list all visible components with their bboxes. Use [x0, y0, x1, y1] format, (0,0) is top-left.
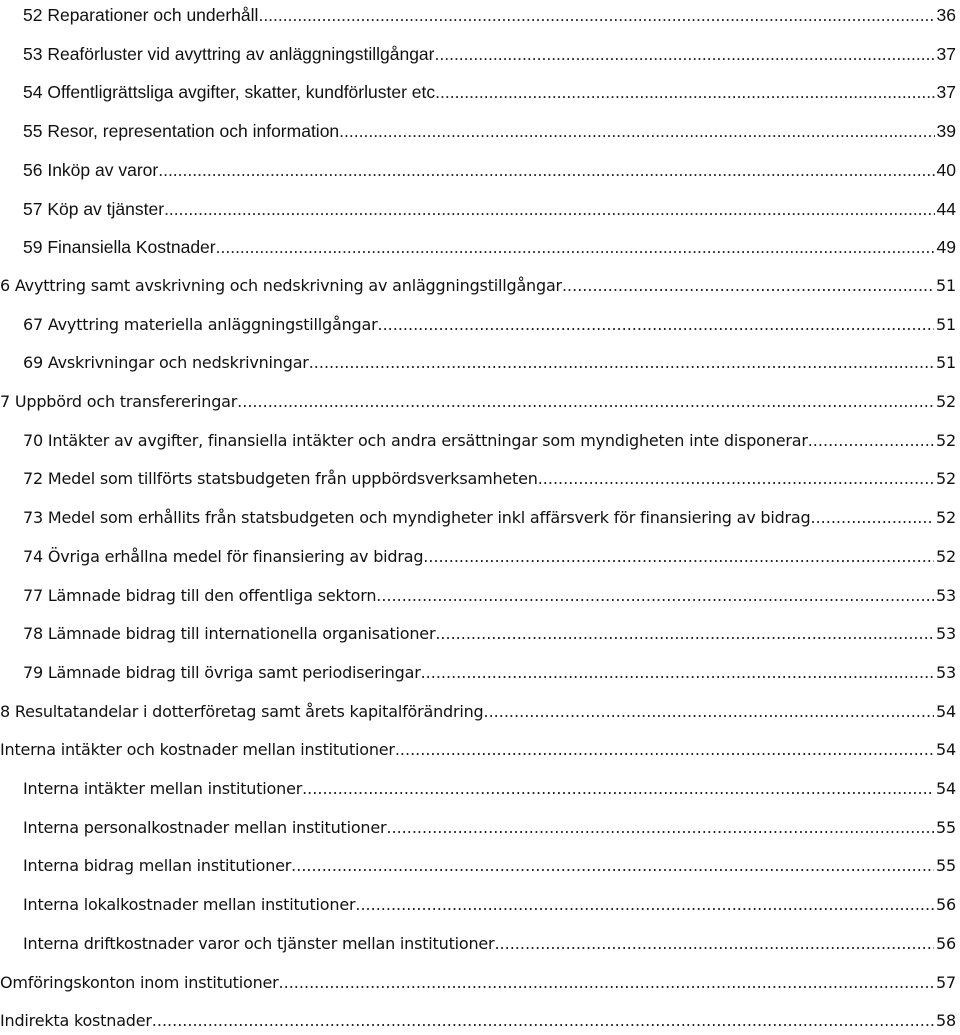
toc-entry-leader — [216, 236, 935, 258]
toc-entry-page-number: 53 — [936, 624, 956, 644]
toc-entry[interactable] — [0, 1008, 956, 1032]
toc-entry-title: 77 Lämnade bidrag till den offentliga sektorn — [23, 585, 377, 605]
toc-entry-page-number: 56 — [936, 933, 956, 953]
toc-entry-leader — [377, 314, 934, 336]
toc-entry-leader — [152, 1010, 934, 1032]
toc-entry-leader — [309, 352, 934, 374]
toc-entry-leader — [237, 391, 934, 413]
toc-entry-page-number: 55 — [936, 856, 956, 876]
toc-entry[interactable] — [23, 234, 956, 258]
toc-entry-title: 54 Offentligrättsliga avgifter, skatter, kundförluster etc — [23, 82, 436, 103]
toc-entry-page-number: 52 — [936, 430, 956, 450]
toc-entry-page-number: 54 — [936, 701, 956, 721]
toc-entry-leader — [421, 662, 934, 684]
toc-entry-page-number: 55 — [936, 817, 956, 837]
toc-entry[interactable] — [23, 196, 956, 220]
toc-entry-page-number: 39 — [936, 121, 956, 142]
toc-entry-page-number: 40 — [936, 159, 956, 180]
toc-entry[interactable] — [23, 41, 956, 65]
toc-entry-title: 69 Avskrivningar och nedskrivningar — [23, 353, 309, 373]
toc-entry-leader — [258, 4, 934, 26]
toc-entry-leader — [395, 739, 934, 761]
toc-entry-leader — [158, 159, 934, 181]
toc-entry-leader — [435, 623, 934, 645]
toc-entry-title: 53 Reaförluster vid avyttring av anläggningstillgångar — [23, 43, 435, 64]
toc-entry-page-number: 51 — [936, 275, 956, 295]
toc-entry-title: Interna lokalkostnader mellan institutioner — [23, 895, 356, 915]
toc-entry-title: Omföringskonton inom institutioner — [0, 972, 279, 992]
toc-entry-leader — [164, 198, 934, 220]
toc-entry[interactable] — [23, 157, 956, 181]
toc-entry-title: Interna intäkter mellan institutioner — [23, 779, 303, 798]
toc-entry-title: Indirekta kostnader — [0, 1011, 152, 1031]
toc-entry[interactable] — [0, 389, 956, 413]
toc-entry[interactable] — [23, 350, 956, 374]
toc-entry-page-number: 53 — [936, 585, 956, 605]
toc-entry[interactable] — [23, 79, 956, 103]
toc-entry-leader — [811, 507, 935, 529]
toc-entry-title: 56 Inköp av varor — [23, 159, 159, 180]
toc-entry[interactable] — [23, 892, 956, 916]
toc-entry-title: 59 Finansiella Kostnader — [23, 237, 216, 258]
toc-entry[interactable] — [23, 776, 956, 800]
toc-entry-leader — [376, 585, 934, 607]
toc-entry-title: 79 Lämnade bidrag till övriga samt periodiseringar — [23, 662, 421, 682]
toc-entry-page-number: 56 — [936, 895, 956, 915]
toc-entry-page-number: 58 — [936, 1011, 956, 1031]
toc-entry-title: Interna personalkostnader mellan institutioner — [23, 817, 387, 837]
toc-entry[interactable] — [0, 273, 956, 297]
toc-entry[interactable] — [0, 970, 956, 994]
toc-entry-page-number: 44 — [936, 198, 956, 219]
toc-entry-leader — [291, 855, 934, 877]
toc-entry[interactable] — [23, 312, 956, 336]
toc-entry[interactable] — [23, 428, 956, 452]
toc-entry-title: 52 Reparationer och underhåll — [23, 5, 259, 25]
toc-entry-leader — [386, 817, 934, 839]
toc-entry[interactable] — [23, 583, 956, 607]
toc-entry-title: 74 Övriga erhållna medel för finansiering av bidrag — [23, 546, 424, 566]
toc-entry-title: 78 Lämnade bidrag till internationella organisationer — [23, 624, 436, 644]
toc-entry-page-number: 49 — [936, 237, 956, 258]
toc-entry-title: 73 Medel som erhållits från statsbudgeten och myndigheter inkl affärsverk för finansiering av bidrag — [23, 508, 811, 528]
toc-entry-leader — [355, 894, 934, 916]
toc-entry-title: Interna bidrag mellan institutioner — [23, 856, 292, 876]
toc-entry-leader — [562, 275, 934, 297]
toc-entry-title: 7 Uppbörd och transfereringar — [0, 392, 238, 411]
toc-entry[interactable] — [23, 815, 956, 839]
toc-entry-title: Interna driftkostnader varor och tjänster mellan institutioner — [23, 933, 495, 953]
toc-entry-page-number: 51 — [936, 353, 956, 373]
toc-entry-page-number: 52 — [936, 469, 956, 489]
toc-entry-leader — [339, 120, 934, 142]
toc-entry[interactable] — [23, 931, 956, 955]
toc-entry-page-number: 57 — [936, 972, 956, 992]
toc-entry-title: 8 Resultatandelar i dotterföretag samt årets kapitalförändring — [0, 701, 484, 721]
toc-entry-title: 70 Intäkter av avgifter, finansiella intäkter och andra ersättningar som myndigheten inte disponerar — [23, 430, 808, 450]
toc-entry[interactable] — [23, 505, 956, 529]
toc-entry-title: Interna intäkter och kostnader mellan institutioner — [0, 740, 395, 760]
toc-entry[interactable] — [23, 544, 956, 568]
toc-entry-page-number: 54 — [936, 779, 956, 798]
toc-entry-page-number: 52 — [936, 546, 956, 566]
toc-entry-page-number: 36 — [936, 5, 956, 25]
toc-entry[interactable] — [23, 853, 956, 877]
toc-entry-leader — [484, 701, 935, 723]
toc-entry-leader — [435, 81, 934, 103]
toc-entry-leader — [279, 972, 934, 994]
toc-entry-leader — [808, 430, 934, 452]
toc-entry-title: 57 Köp av tjänster — [23, 198, 165, 219]
toc-entry[interactable] — [23, 466, 956, 490]
toc-entry-title: 6 Avyttring samt avskrivning och nedskrivning av anläggningstillgångar — [0, 275, 562, 295]
toc-entry-page-number: 52 — [936, 508, 956, 528]
toc-entry[interactable] — [23, 2, 956, 26]
toc-entry[interactable] — [0, 737, 956, 761]
toc-entry[interactable] — [23, 118, 956, 142]
toc-entry-page-number: 37 — [936, 43, 956, 64]
toc-entry-page-number: 52 — [936, 392, 956, 411]
toc-entry-page-number: 53 — [936, 662, 956, 682]
toc-entry[interactable] — [23, 621, 956, 645]
toc-entry-leader — [494, 933, 934, 955]
toc-entry[interactable] — [0, 699, 956, 723]
toc-entry-leader — [435, 43, 935, 65]
toc-entry-leader — [423, 546, 934, 568]
toc-entry-title: 55 Resor, representation och information — [23, 121, 340, 142]
toc-entry-title: 72 Medel som tillförts statsbudgeten från uppbördsverksamheten — [23, 469, 538, 489]
toc-entry-title: 67 Avyttring materiella anläggningstillgångar — [23, 314, 378, 334]
toc-entry-page-number: 54 — [936, 740, 956, 760]
toc-entry-page-number: 37 — [936, 82, 956, 103]
toc-entry-leader — [538, 468, 934, 490]
toc-entry-page-number: 51 — [936, 314, 956, 334]
toc-entry[interactable] — [23, 660, 956, 684]
toc-entry-leader — [302, 778, 934, 800]
